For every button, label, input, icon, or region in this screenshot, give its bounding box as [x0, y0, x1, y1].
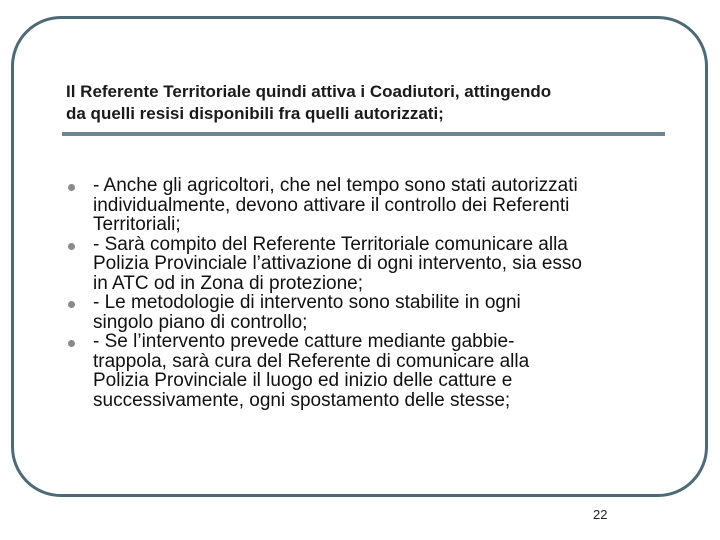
bullet-item [66, 332, 666, 410]
bullet-dot-icon [68, 340, 75, 347]
bullet-item [66, 176, 666, 235]
bullet-text: - Le metodologie di intervento sono stabilite in ogni singolo piano di controllo; [93, 292, 521, 333]
bullet-text: - Se l’intervento prevede catture mediante gabbie- trappola, sarà cura del Referente di comunicare alla Polizia Provinciale il luogo ed inizio delle catture e successivamente, ogni spostamento delle stesse; [93, 331, 530, 411]
bullet-dot-icon [68, 243, 75, 250]
bullet-dot-icon [68, 184, 75, 191]
bullet-text: - Anche gli agricoltori, che nel tempo sono stati autorizzati individualmente, devono attivare il controllo dei Referenti Territoriali; [93, 175, 578, 235]
slide-title: Il Referente Territoriale quindi attiva i Coadiutori, attingendo da quelli resisi disponibili fra quelli autorizzati; [66, 82, 552, 123]
title-divider [62, 132, 665, 136]
bullet-item [66, 235, 666, 294]
bullet-list [66, 176, 666, 410]
bullet-text: - Sarà compito del Referente Territoriale comunicare alla Polizia Provinciale l’attivazione di ogni intervento, sia esso in ATC od in Zona di protezione; [93, 233, 582, 294]
page-number: 22 [593, 507, 608, 522]
bullet-dot-icon [68, 301, 75, 308]
bullet-item [66, 293, 666, 332]
